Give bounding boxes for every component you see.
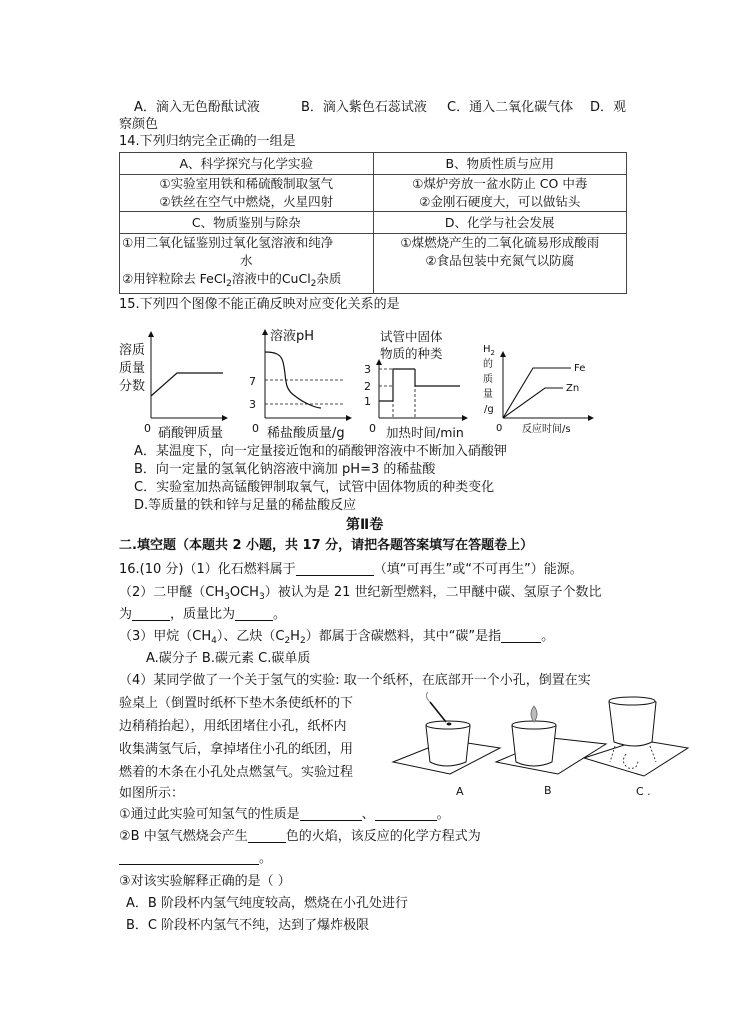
- q16-line-12: ①通过此实验可知氢气的性质是 、 。: [119, 807, 450, 822]
- q16-line-2: （2）二甲醚$(CH_3OCH_3)$被认为是 21 世纪新型燃料，二甲醚中碳、氢原子个数比: [119, 585, 602, 602]
- q14-cell-d-body: [373, 234, 627, 294]
- part-2-title: 第Ⅱ卷: [346, 517, 384, 533]
- q16-line-13: ②B 中氢气燃烧会产生 色的火焰，该反应的化学方程式为: [119, 829, 481, 844]
- q14-a-item-2: ②铁丝在空气中燃烧，火星四射: [159, 194, 334, 209]
- q13-option-a: A．滴入无色酚酞试液: [134, 100, 260, 115]
- graph-2-ph: [249, 328, 351, 441]
- cup-b: [496, 706, 606, 797]
- graph-3-solid-species: [364, 329, 467, 440]
- q13-option-d: D．观: [590, 100, 627, 115]
- q14-cell-b-head: B、物质性质与应用: [373, 153, 627, 175]
- graph-3-tick-3: 3: [364, 363, 371, 376]
- q16-line-1: 16.(10 分)（1）化石燃料属于 （填“可再生”或“不可再生”）能源。: [119, 562, 583, 577]
- graph-1-ylabel-2: 质量: [119, 361, 146, 376]
- q16-line-14: 。: [119, 850, 272, 868]
- graph-4-series-zn: Zn: [566, 383, 580, 394]
- q14-c-item-1-cont: 水: [239, 253, 253, 268]
- q16-line-8: 边稍稍抬起），用纸团堵住小孔，纸杯内: [119, 719, 347, 734]
- graph-2-xlabel: 稀盐酸质量/g: [267, 426, 345, 441]
- answer-blank[interactable]: [119, 850, 259, 865]
- q16-option-b: B．C 阶段杯内氢气不纯，达到了爆炸极限: [126, 918, 370, 933]
- graph-1-origin: 0: [144, 422, 151, 435]
- graph-3-xlabel: 加热时间/min: [386, 425, 464, 440]
- figure-label-c: C .: [636, 785, 651, 798]
- q14-b-item-2: ②金刚石硬度大，可以做钻头: [419, 194, 581, 209]
- graph-4-hydrogen-mass: [483, 344, 593, 435]
- q14-d-item-1: ①煤燃烧产生的二氧化硫易形成酸雨: [400, 235, 600, 250]
- graph-4-xlabel: 反应时间/s: [522, 424, 571, 435]
- q15-stem: 15.下列四个图像不能正确反映对应变化关系的是: [119, 297, 400, 312]
- q16-line-6: （4）某同学做了一个关于氢气的实验: 取一个纸杯，在底部开一个小孔，倒置在实: [119, 673, 591, 688]
- answer-blank[interactable]: [296, 561, 374, 576]
- answer-blank[interactable]: [235, 606, 273, 621]
- graph-3-tick-1: 1: [364, 395, 371, 408]
- q16-line-11: 如图所示：: [119, 786, 185, 801]
- section-2-title: 二.填空题（本题共 2 小题，共 17 分，请把各题答案填写在答题卷上）: [119, 538, 534, 553]
- graph-1-ylabel-3: 分数: [119, 379, 146, 394]
- q16-line-15: ③对该实验解释正确的是（ ）: [119, 874, 291, 889]
- graph-4-ylabel-2: 的: [483, 359, 493, 370]
- q16-line-7: 验桌上（倒置时纸杯下垫木条使纸杯的下: [119, 696, 354, 711]
- figure-label-a: A: [456, 785, 464, 798]
- graph-4-series-fe: Fe: [574, 363, 586, 374]
- graph-4-ylabel-1: $H_2$: [483, 344, 495, 357]
- q16-line-5: A.碳分子 B.碳元素 C.碳单质: [146, 651, 311, 666]
- q14-cell-a-body: [120, 175, 374, 212]
- q14-cell-c-head: C、物质鉴别与除杂: [120, 212, 374, 234]
- q13-option-d-cont: 察颜色: [119, 117, 159, 132]
- graph-2-ylabel: 溶液pH: [270, 329, 315, 344]
- answer-blank[interactable]: [300, 806, 362, 821]
- graph-3-ylabel-2: 物质的种类: [380, 346, 443, 361]
- q14-cell-d-head: D、化学与社会发展: [373, 212, 627, 234]
- q14-c-item-2: ②用锌粒除去 FeCl$_2$溶液中的CuCl$_2$杂质: [122, 271, 342, 289]
- figure-label-b: B: [544, 784, 552, 797]
- graph-2-tick-7: 7: [249, 375, 256, 388]
- q16-line-4: （3）甲烷$(CH_4)$、乙炔$(C_2H_2)$都属于含碳燃料，其中“碳”是指 。: [119, 629, 555, 646]
- graph-2-tick-3: 3: [249, 398, 256, 411]
- q14-b-item-1: ①煤炉旁放一盆水防止 CO 中毒: [412, 176, 588, 191]
- cup-a: [393, 692, 500, 798]
- graph-2-origin: 0: [252, 422, 259, 435]
- q14-cell-a-head: A、科学探究与化学实验: [120, 153, 374, 175]
- graph-1-ylabel-1: 溶质: [119, 343, 146, 358]
- graph-4-ylabel-5: /g: [484, 404, 494, 415]
- answer-blank[interactable]: [248, 828, 286, 843]
- answer-blank[interactable]: [132, 606, 170, 621]
- q15-option-b: B．向一定量的氢氧化钠溶液中滴加 pH=3 的稀盐酸: [134, 462, 436, 477]
- q14-cell-c-body: [120, 234, 374, 294]
- graph-3-tick-2: 2: [364, 380, 371, 393]
- q14-d-item-2: ②食品包装中充氮气以防腐: [425, 253, 575, 268]
- graph-4-ylabel-3: 质: [483, 374, 493, 385]
- graph-1-xlabel: 硝酸钾质量: [158, 426, 224, 441]
- q16-line-3: 为 ，质量比为 。: [119, 607, 287, 622]
- q16-line-9: 收集满氢气后，拿掉堵住小孔的纸团，用: [119, 742, 354, 757]
- graph-3-origin: 0: [369, 422, 376, 435]
- q14-stem: 14.下列归纳完全正确的一组是: [119, 134, 296, 149]
- q16-option-a: A．B 阶段杯内氢气纯度较高，燃烧在小孔处进行: [126, 896, 408, 911]
- q15-option-c: C．实验室加热高锰酸钾制取氧气，试管中固体物质的种类变化: [134, 480, 495, 495]
- q14-c-item-1: ①用二氧化锰鉴别过氧化氢溶液和纯净: [122, 235, 334, 250]
- q15-option-a: A．某温度下，向一定量接近饱和的硝酸钾溶液中不断加入硝酸钾: [134, 444, 507, 459]
- q13-option-b: B．滴入紫色石蕊试液: [301, 100, 427, 115]
- q13-option-c: C．通入二氧化碳气体: [447, 100, 574, 115]
- answer-blank[interactable]: [375, 806, 437, 821]
- q14-table: [119, 152, 627, 294]
- graph-4-origin: 0: [496, 423, 503, 434]
- q15-graphs: [115, 322, 615, 444]
- graph-1-solute-fraction: [119, 332, 227, 441]
- q15-option-d: D.等质量的铁和锌与足量的稀盐酸反应: [134, 498, 357, 513]
- graph-3-ylabel-1: 试管中固体: [380, 329, 443, 344]
- q14-a-item-1: ①实验室用铁和稀硫酸制取氢气: [159, 176, 334, 191]
- graph-4-ylabel-4: 量: [483, 389, 493, 400]
- q14-cell-b-body: [373, 175, 627, 212]
- q16-line-10: 燃着的木条在小孔处点燃氢气。实验过程: [119, 765, 354, 780]
- hydrogen-cup-experiment-figure: [388, 688, 690, 802]
- answer-blank[interactable]: [501, 628, 541, 643]
